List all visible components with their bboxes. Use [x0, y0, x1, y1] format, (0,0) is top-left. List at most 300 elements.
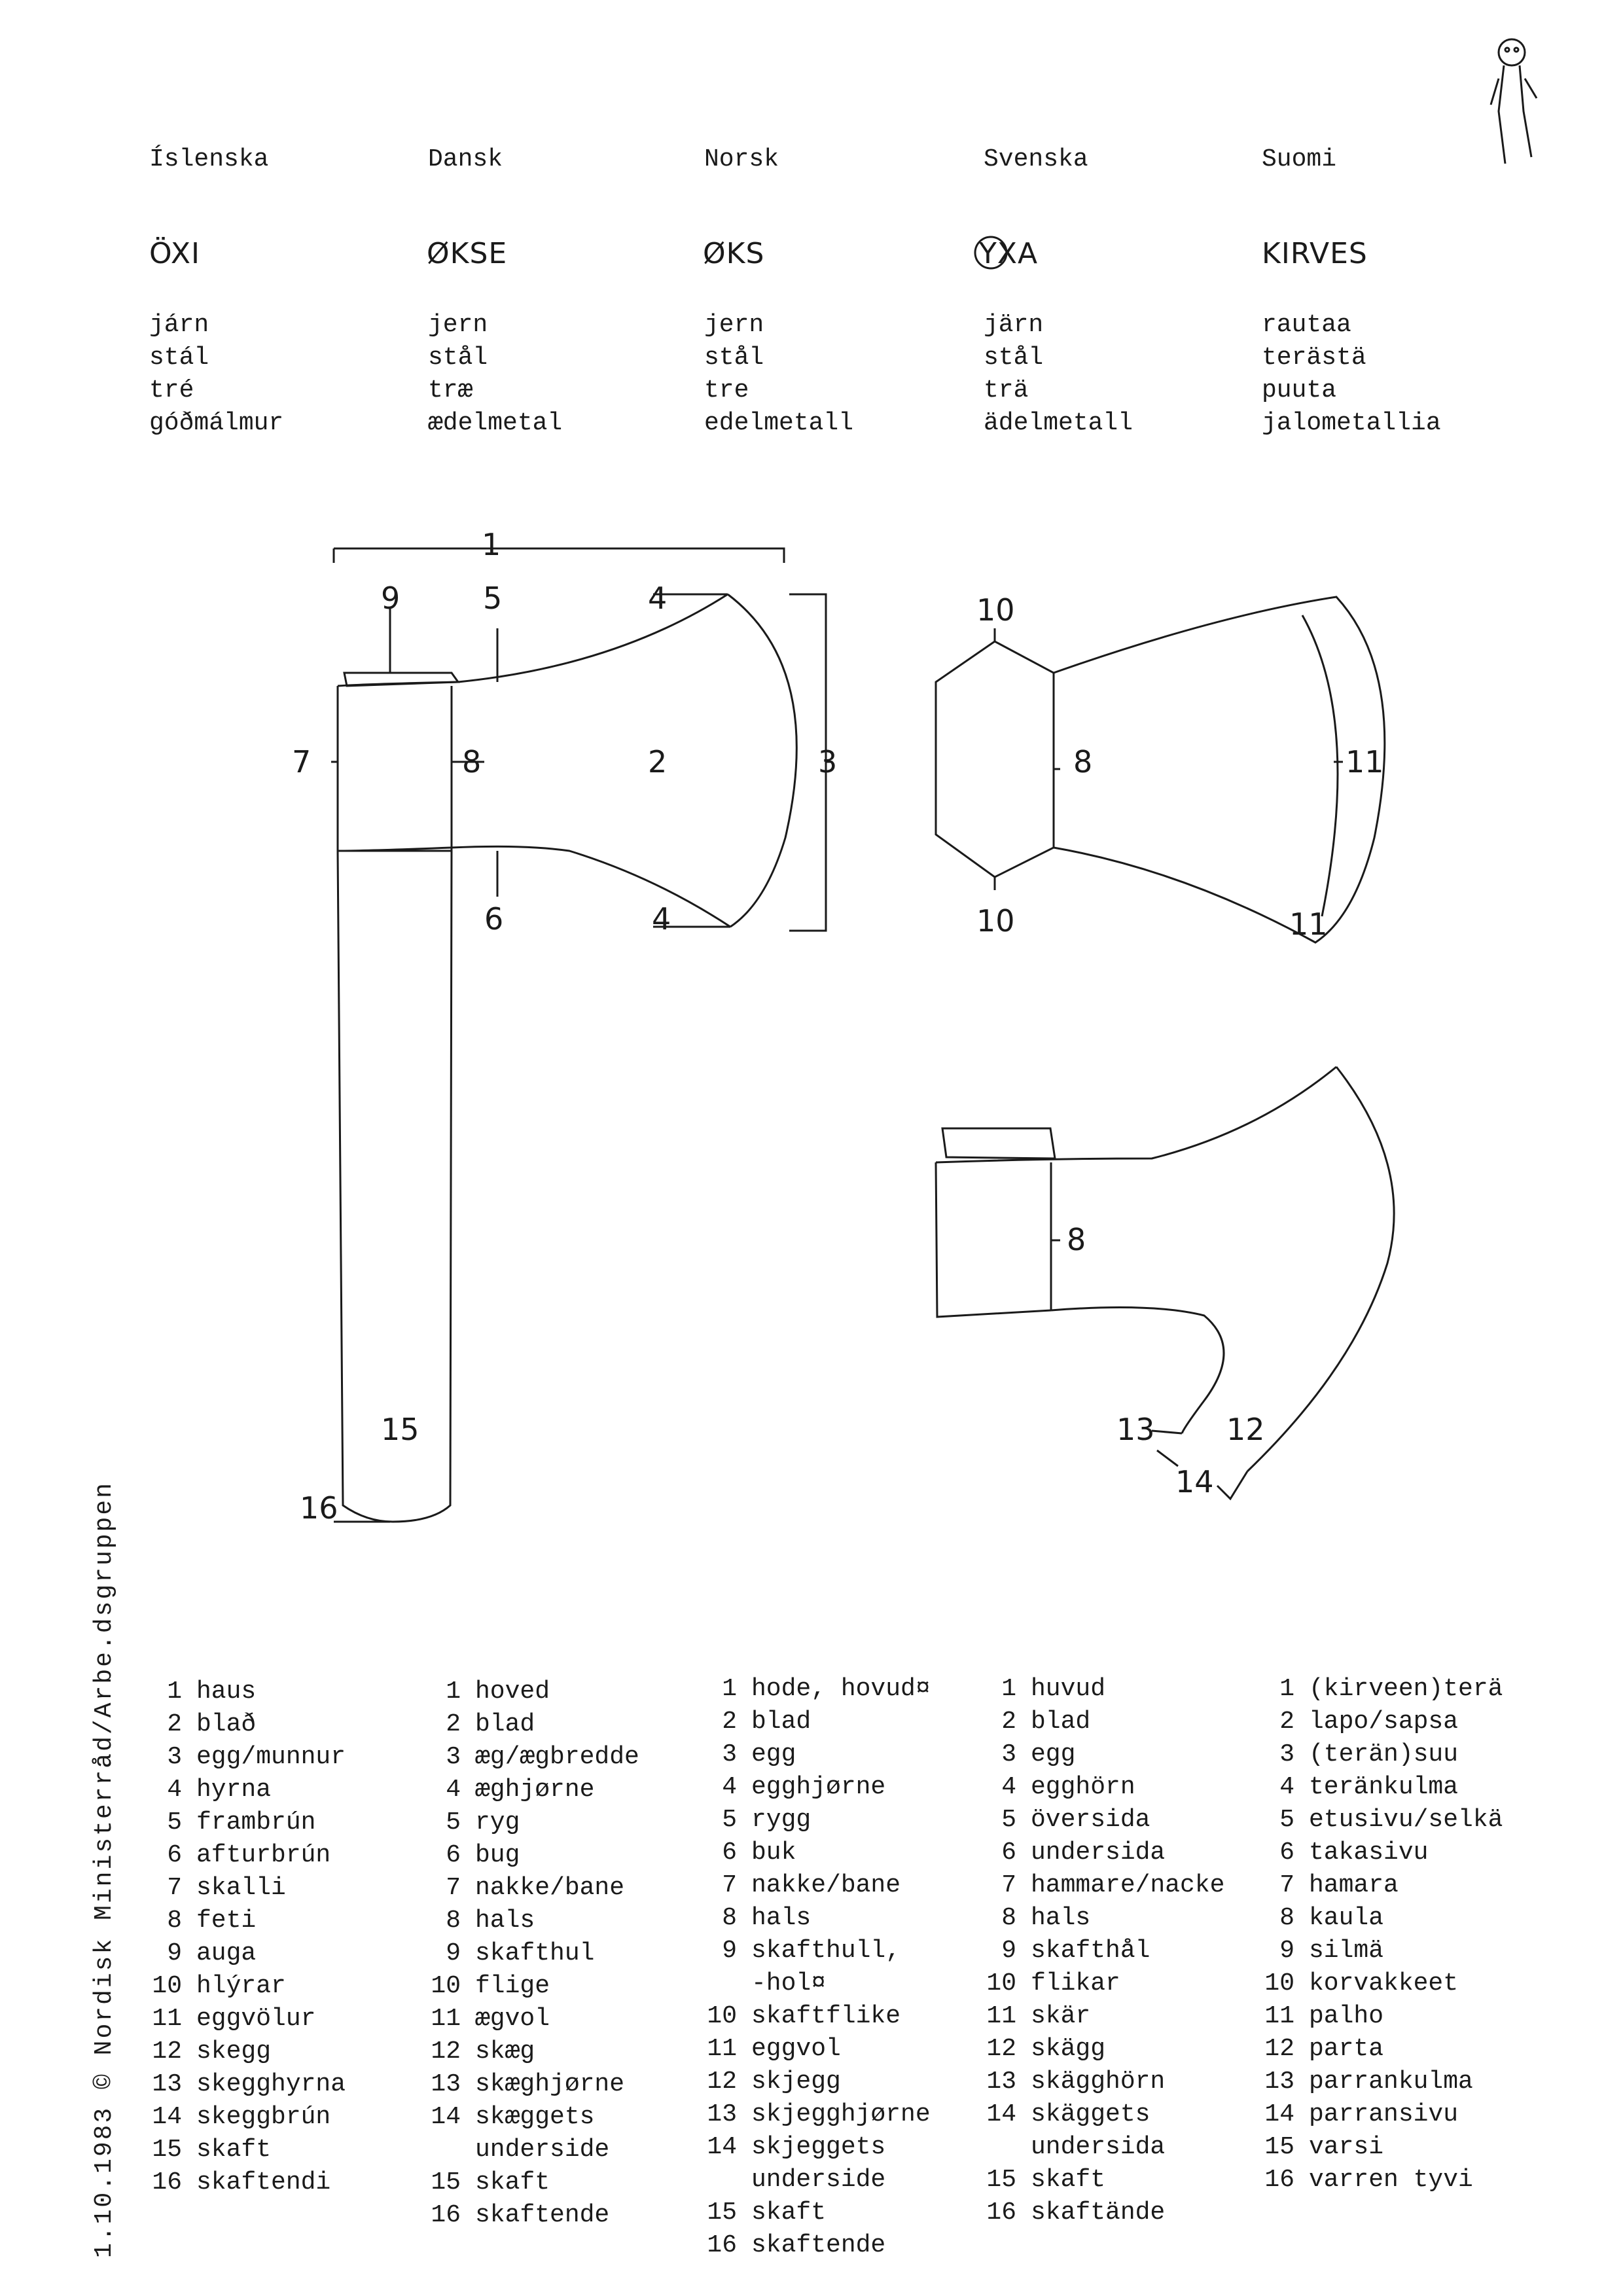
materials-da [428, 309, 562, 440]
part-number: 13 [431, 2070, 461, 2098]
material-item: træ [428, 376, 473, 404]
fig1-label-9: 9 [381, 581, 401, 616]
part-name: skäggets [1031, 2100, 1150, 2128]
part-name: eggvölur [196, 2005, 316, 2033]
part-name: takasivu [1309, 1839, 1429, 1867]
part-item [704, 1706, 931, 1738]
parts-list-sv [984, 1673, 1224, 2229]
lang-header-fi: Suomi [1262, 145, 1337, 173]
part-number: 5 [1001, 1806, 1016, 1834]
part-item [984, 2000, 1224, 2033]
part-item [1262, 1706, 1503, 1738]
part-item [1262, 2000, 1503, 2033]
part-number: 5 [167, 1808, 182, 1837]
part-name: skaft [1031, 2166, 1106, 2194]
part-item [984, 1738, 1224, 1771]
part-name: skaft [196, 2136, 272, 2164]
fig1-label-4-top: 4 [648, 581, 668, 616]
part-number: 5 [722, 1806, 737, 1834]
part-name: lapo/sapsa [1309, 1708, 1459, 1736]
part-number: 11 [986, 2002, 1016, 2030]
part-number: 14 [707, 2133, 737, 2161]
part-number: 13 [152, 2070, 182, 2098]
fig2-label-10-bottom: 10 [976, 903, 1015, 939]
part-number: 12 [707, 2068, 737, 2096]
part-number: 6 [1001, 1839, 1016, 1867]
fig1-label-3: 3 [818, 744, 838, 780]
part-number: 2 [167, 1710, 182, 1738]
part-item [149, 2134, 346, 2166]
part-number: 7 [446, 1874, 461, 1902]
part-item [428, 1708, 639, 1741]
part-item [149, 1872, 346, 1905]
part-item [1262, 1935, 1503, 1967]
part-number: 9 [1279, 1937, 1294, 1965]
part-item [428, 2101, 639, 2134]
part-item [704, 2098, 931, 2131]
part-name: afturbrún [196, 1841, 331, 1869]
part-name: skjegg [751, 2068, 841, 2096]
part-name: skägg [1031, 2035, 1106, 2063]
parts-list-is [149, 1676, 346, 2199]
part-number: 8 [1279, 1904, 1294, 1932]
part-item [428, 1806, 639, 1839]
part-item [984, 1902, 1224, 1935]
part-name: egg [751, 1740, 796, 1768]
part-number: 12 [431, 2037, 461, 2066]
part-item [1262, 1804, 1503, 1837]
material-item: trä [984, 376, 1029, 404]
part-item [149, 1708, 346, 1741]
part-number: 3 [1279, 1740, 1294, 1768]
part-number: 4 [722, 1773, 737, 1801]
part-number: 15 [707, 2198, 737, 2227]
part-item [704, 1673, 931, 1706]
part-item [428, 2036, 639, 2068]
part-item [149, 1741, 346, 1774]
part-item [149, 1839, 346, 1872]
part-number [704, 2164, 737, 2197]
part-number: 8 [167, 1907, 182, 1935]
part-item [1262, 1902, 1503, 1935]
part-name: underside [475, 2136, 610, 2164]
part-item [1262, 1869, 1503, 1902]
part-name: skaftendi [196, 2168, 331, 2197]
part-item [704, 2164, 931, 2197]
part-number: 2 [1279, 1708, 1294, 1736]
part-number: 8 [1001, 1904, 1016, 1932]
part-number: 1 [1001, 1675, 1016, 1703]
material-item: ädelmetall [984, 409, 1133, 437]
fig3-label-8: 8 [1067, 1222, 1086, 1257]
part-name: rygg [751, 1806, 812, 1834]
part-number: 8 [446, 1907, 461, 1935]
fig1-label-5: 5 [483, 581, 503, 616]
part-item [704, 2229, 931, 2262]
headword-da: ØKSE [427, 237, 508, 270]
part-number: 3 [167, 1743, 182, 1771]
material-item: terästä [1262, 344, 1366, 372]
part-item [428, 1872, 639, 1905]
part-number: 2 [1001, 1708, 1016, 1736]
part-number: 13 [1264, 2068, 1294, 2096]
part-name: blad [475, 1710, 535, 1738]
part-name: auga [196, 1939, 257, 1967]
part-item [704, 1935, 931, 1967]
material-item: stál [149, 344, 209, 372]
headword-no: ØKS [703, 237, 765, 270]
part-number: 6 [167, 1841, 182, 1869]
part-item [149, 1806, 346, 1839]
part-number: 4 [167, 1776, 182, 1804]
part-item [984, 2131, 1224, 2164]
part-item [428, 2166, 639, 2199]
part-name: flige [475, 1972, 550, 2000]
part-name: korvakkeet [1309, 1969, 1459, 1998]
part-name: skaftflike [751, 2002, 901, 2030]
part-number: 15 [152, 2136, 182, 2164]
part-name: bug [475, 1841, 520, 1869]
part-number: 1 [446, 1677, 461, 1706]
part-item [149, 1937, 346, 1970]
part-number: 4 [446, 1776, 461, 1804]
material-item: puuta [1262, 376, 1337, 404]
fig3-label-13: 13 [1116, 1412, 1155, 1447]
part-name: undersida [1031, 2133, 1166, 2161]
part-item [1262, 2066, 1503, 2098]
part-name: palho [1309, 2002, 1384, 2030]
materials-fi [1262, 309, 1441, 440]
part-item [1262, 1967, 1503, 2000]
part-item [984, 1837, 1224, 1869]
part-number: 8 [722, 1904, 737, 1932]
part-number: 15 [986, 2166, 1016, 2194]
part-name: hamara [1309, 1871, 1399, 1899]
part-name: skaftände [1031, 2198, 1166, 2227]
part-name: blað [196, 1710, 257, 1738]
material-item: tré [149, 376, 194, 404]
part-number: 14 [986, 2100, 1016, 2128]
material-item: járn [149, 311, 209, 339]
part-number: 4 [1279, 1773, 1294, 1801]
part-item [704, 2066, 931, 2098]
part-name: skæggets [475, 2103, 595, 2131]
material-item: tre [704, 376, 749, 404]
part-name: skaft [751, 2198, 827, 2227]
part-item [428, 2134, 639, 2166]
part-number: 6 [446, 1841, 461, 1869]
part-name: skæg [475, 2037, 535, 2066]
part-name: æghjørne [475, 1776, 595, 1804]
part-item [984, 2164, 1224, 2197]
material-item: góðmálmur [149, 409, 284, 437]
part-number: 6 [1279, 1839, 1294, 1867]
part-item [149, 1774, 346, 1806]
part-item [984, 1673, 1224, 1706]
part-name: skalli [196, 1874, 286, 1902]
part-name: skegg [196, 2037, 272, 2066]
part-number: 11 [152, 2005, 182, 2033]
part-number [428, 2134, 461, 2166]
part-name: egghörn [1031, 1773, 1135, 1801]
part-name: silmä [1309, 1937, 1384, 1965]
part-item [1262, 1837, 1503, 1869]
stick-figure-icon [1486, 33, 1544, 170]
material-item: edelmetall [704, 409, 854, 437]
part-item [704, 1771, 931, 1804]
headword-sv: YXA [979, 237, 1039, 270]
part-name: parta [1309, 2035, 1384, 2063]
fig1-label-15: 15 [381, 1412, 419, 1447]
part-name: skaftende [751, 2231, 886, 2259]
headword-is: ÖXI [149, 237, 200, 270]
part-name: parrankulma [1309, 2068, 1473, 2096]
part-name: hode, hovud¤ [751, 1675, 931, 1703]
part-item [149, 1676, 346, 1708]
material-item: jern [704, 311, 764, 339]
part-number: 1 [722, 1675, 737, 1703]
part-item [1262, 2098, 1503, 2131]
part-item [704, 2131, 931, 2164]
part-item [428, 1676, 639, 1708]
part-name: eggvol [751, 2035, 841, 2063]
part-name: feti [196, 1907, 257, 1935]
part-name: æg/ægbredde [475, 1743, 639, 1771]
part-item [984, 1771, 1224, 1804]
part-number: 14 [152, 2103, 182, 2131]
part-name: blad [751, 1708, 812, 1736]
part-name: nakke/bane [751, 1871, 901, 1899]
axe-diagrams [0, 511, 1623, 1597]
lang-header-is: Íslenska [149, 145, 269, 173]
part-name: hammare/nacke [1031, 1871, 1225, 1899]
part-item [428, 2003, 639, 2036]
part-number: 7 [1279, 1871, 1294, 1899]
part-item [1262, 2164, 1503, 2197]
part-item [428, 2068, 639, 2101]
part-number: 10 [986, 1969, 1016, 1998]
part-name: skaft [475, 2168, 550, 2197]
material-item: jalometallia [1262, 409, 1441, 437]
part-item [149, 2068, 346, 2101]
part-name: varsi [1309, 2133, 1384, 2161]
fig2-label-11-side: 11 [1346, 744, 1384, 780]
part-number: 16 [152, 2168, 182, 2197]
parts-list-no [704, 1673, 931, 2262]
part-item [704, 1738, 931, 1771]
part-name: skaftende [475, 2201, 610, 2229]
part-name: egg [1031, 1740, 1076, 1768]
part-item [428, 1905, 639, 1937]
part-number: 16 [707, 2231, 737, 2259]
material-item: jern [428, 311, 488, 339]
part-item [1262, 1738, 1503, 1771]
part-number: 2 [722, 1708, 737, 1736]
part-name: hlýrar [196, 1972, 286, 2000]
part-name: parransivu [1309, 2100, 1459, 2128]
fig1-label-8: 8 [462, 744, 482, 780]
lang-header-sv: Svenska [984, 145, 1088, 173]
part-item [984, 2197, 1224, 2229]
part-number: 4 [1001, 1773, 1016, 1801]
part-number: 9 [722, 1937, 737, 1965]
part-name: skeggbrún [196, 2103, 331, 2131]
part-name: översida [1031, 1806, 1150, 1834]
part-number: 7 [167, 1874, 182, 1902]
part-number: 11 [431, 2005, 461, 2033]
part-name: haus [196, 1677, 257, 1706]
part-number: 3 [722, 1740, 737, 1768]
part-number: 16 [1264, 2166, 1294, 2194]
part-name: (terän)suu [1309, 1740, 1459, 1768]
part-name: skägghörn [1031, 2068, 1166, 2096]
part-item [428, 1839, 639, 1872]
part-number: 3 [446, 1743, 461, 1771]
part-name: teränkulma [1309, 1773, 1459, 1801]
part-item [984, 1935, 1224, 1967]
part-name: frambrún [196, 1808, 316, 1837]
part-number: 10 [1264, 1969, 1294, 1998]
part-name: skafthål [1031, 1937, 1150, 1965]
part-item [704, 1804, 931, 1837]
part-name: kaula [1309, 1904, 1384, 1932]
part-name: hals [1031, 1904, 1091, 1932]
part-item [984, 1706, 1224, 1738]
materials-is [149, 309, 283, 440]
part-number-blank [704, 1967, 737, 2000]
fig1-label-7: 7 [292, 744, 312, 780]
part-name: hals [475, 1907, 535, 1935]
part-item [704, 1902, 931, 1935]
part-item [428, 1741, 639, 1774]
sidebar-credit: 1.10.1983 © Nordisk Ministerråd/Arbe.dsgruppen [90, 1481, 118, 2258]
part-item-continuation [704, 1967, 931, 2000]
part-number: 5 [446, 1808, 461, 1837]
part-name: skjeggets [751, 2133, 886, 2161]
part-number: 1 [167, 1677, 182, 1706]
part-number: 11 [707, 2035, 737, 2063]
headword-fi: KIRVES [1262, 237, 1368, 270]
axe-figure-side [331, 548, 832, 1522]
fig1-label-1: 1 [482, 527, 501, 562]
part-number: 5 [1279, 1806, 1294, 1834]
part-name: hyrna [196, 1776, 272, 1804]
part-item [984, 2033, 1224, 2066]
part-item [984, 1804, 1224, 1837]
part-name-continuation: -hol¤ [751, 1969, 827, 1998]
part-item [1262, 2131, 1503, 2164]
part-name: ryg [475, 1808, 520, 1837]
part-number: 12 [1264, 2035, 1294, 2063]
part-name: skæghjørne [475, 2070, 625, 2098]
part-number: 7 [1001, 1871, 1016, 1899]
fig1-label-16: 16 [300, 1490, 338, 1526]
part-item [704, 2197, 931, 2229]
part-number: 11 [1264, 2002, 1294, 2030]
part-name: skafthul [475, 1939, 595, 1967]
part-number: 16 [431, 2201, 461, 2229]
part-item [428, 2199, 639, 2232]
fig3-label-14: 14 [1175, 1464, 1214, 1499]
fig2-label-11-bottom: 11 [1289, 906, 1328, 942]
material-item: rautaa [1262, 311, 1351, 339]
fig2-label-8: 8 [1073, 744, 1093, 780]
part-name: egg/munnur [196, 1743, 346, 1771]
part-item [149, 2101, 346, 2134]
part-name: skär [1031, 2002, 1091, 2030]
lang-header-no: Norsk [704, 145, 779, 173]
part-name: skjegghjørne [751, 2100, 931, 2128]
part-item [984, 1869, 1224, 1902]
part-item [149, 2166, 346, 2199]
part-item [984, 2098, 1224, 2131]
part-item [984, 1967, 1224, 2000]
parts-list-fi [1262, 1673, 1503, 2197]
part-name: ægvol [475, 2005, 550, 2033]
part-item [428, 1970, 639, 2003]
part-number: 13 [986, 2068, 1016, 2096]
part-name: flikar [1031, 1969, 1120, 1998]
fig1-label-2: 2 [648, 744, 668, 780]
part-name: hoved [475, 1677, 550, 1706]
part-item [428, 1774, 639, 1806]
part-number: 10 [431, 1972, 461, 2000]
part-number: 1 [1279, 1675, 1294, 1703]
material-item: ædelmetal [428, 409, 563, 437]
fig1-label-6: 6 [484, 901, 504, 937]
part-item [428, 1937, 639, 1970]
part-name: undersida [1031, 1839, 1166, 1867]
part-number: 16 [986, 2198, 1016, 2227]
part-item [1262, 1771, 1503, 1804]
part-name: skafthull, [751, 1937, 901, 1965]
part-name: egghjørne [751, 1773, 886, 1801]
part-number: 9 [1001, 1937, 1016, 1965]
part-number: 14 [431, 2103, 461, 2131]
part-item [704, 1837, 931, 1869]
part-number: 10 [707, 2002, 737, 2030]
part-number: 2 [446, 1710, 461, 1738]
part-number [984, 2131, 1016, 2164]
part-name: blad [1031, 1708, 1091, 1736]
part-name: (kirveen)terä [1309, 1675, 1503, 1703]
part-name: underside [751, 2166, 886, 2194]
part-number: 12 [152, 2037, 182, 2066]
part-name: buk [751, 1839, 796, 1867]
part-name: varren tyvi [1309, 2166, 1473, 2194]
part-item [704, 2000, 931, 2033]
materials-no [704, 309, 853, 440]
part-item [1262, 1673, 1503, 1706]
material-item: stål [428, 344, 488, 372]
part-name: etusivu/selkä [1309, 1806, 1503, 1834]
part-number: 6 [722, 1839, 737, 1867]
part-number: 14 [1264, 2100, 1294, 2128]
part-name: skegghyrna [196, 2070, 346, 2098]
part-item [704, 1869, 931, 1902]
material-item: stål [704, 344, 764, 372]
circle-mark-icon [971, 233, 1010, 272]
part-item [149, 1905, 346, 1937]
material-item: stål [984, 344, 1044, 372]
part-item [1262, 2033, 1503, 2066]
part-number: 9 [446, 1939, 461, 1967]
material-item: järn [984, 311, 1044, 339]
part-number: 3 [1001, 1740, 1016, 1768]
parts-list-da [428, 1676, 639, 2232]
part-number: 15 [1264, 2133, 1294, 2161]
part-number: 10 [152, 1972, 182, 2000]
